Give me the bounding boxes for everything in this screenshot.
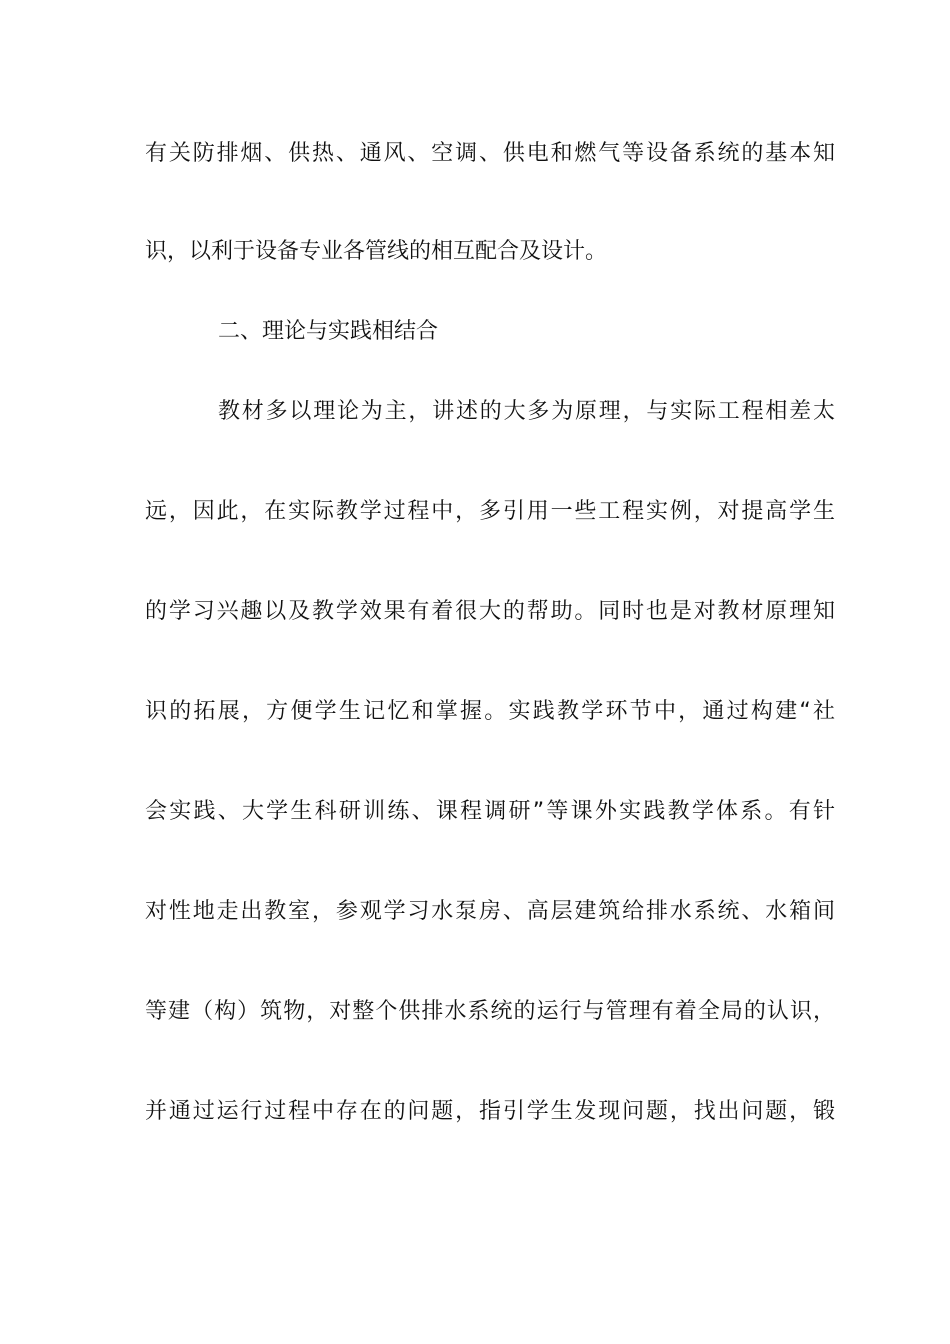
paragraph-line-5: 的学习兴趣以及教学效果有着很大的帮助。同时也是对教材原理知 [145,599,835,624]
paragraph-line-3: 教材多以理论为主，讲述的大多为原理，与实际工程相差太 [218,399,835,424]
paragraph-line-7: 会实践、大学生科研训练、课程调研”等课外实践教学体系。有针 [145,799,835,824]
paragraph-line-10: 并通过运行过程中存在的问题，指引学生发现问题，找出问题，锻 [145,1099,835,1124]
paragraph-line-8: 对性地走出教室，参观学习水泵房、高层建筑给排水系统、水箱间 [145,899,835,924]
section-heading: 二、理论与实践相结合 [218,319,439,344]
paragraph-line-4: 远，因此，在实际教学过程中，多引用一些工程实例，对提高学生 [145,499,835,524]
paragraph-line-2: 识，以利于设备专业各管线的相互配合及设计。 [145,239,608,264]
paragraph-line-6: 识的拓展，方便学生记忆和掌握。实践教学环节中，通过构建“社 [145,699,835,724]
paragraph-line-9: 等建（构）筑物，对整个供排水系统的运行与管理有着全局的认识， [145,999,835,1024]
paragraph-line-1: 有关防排烟、供热、通风、空调、供电和燃气等设备系统的基本知 [145,141,835,166]
